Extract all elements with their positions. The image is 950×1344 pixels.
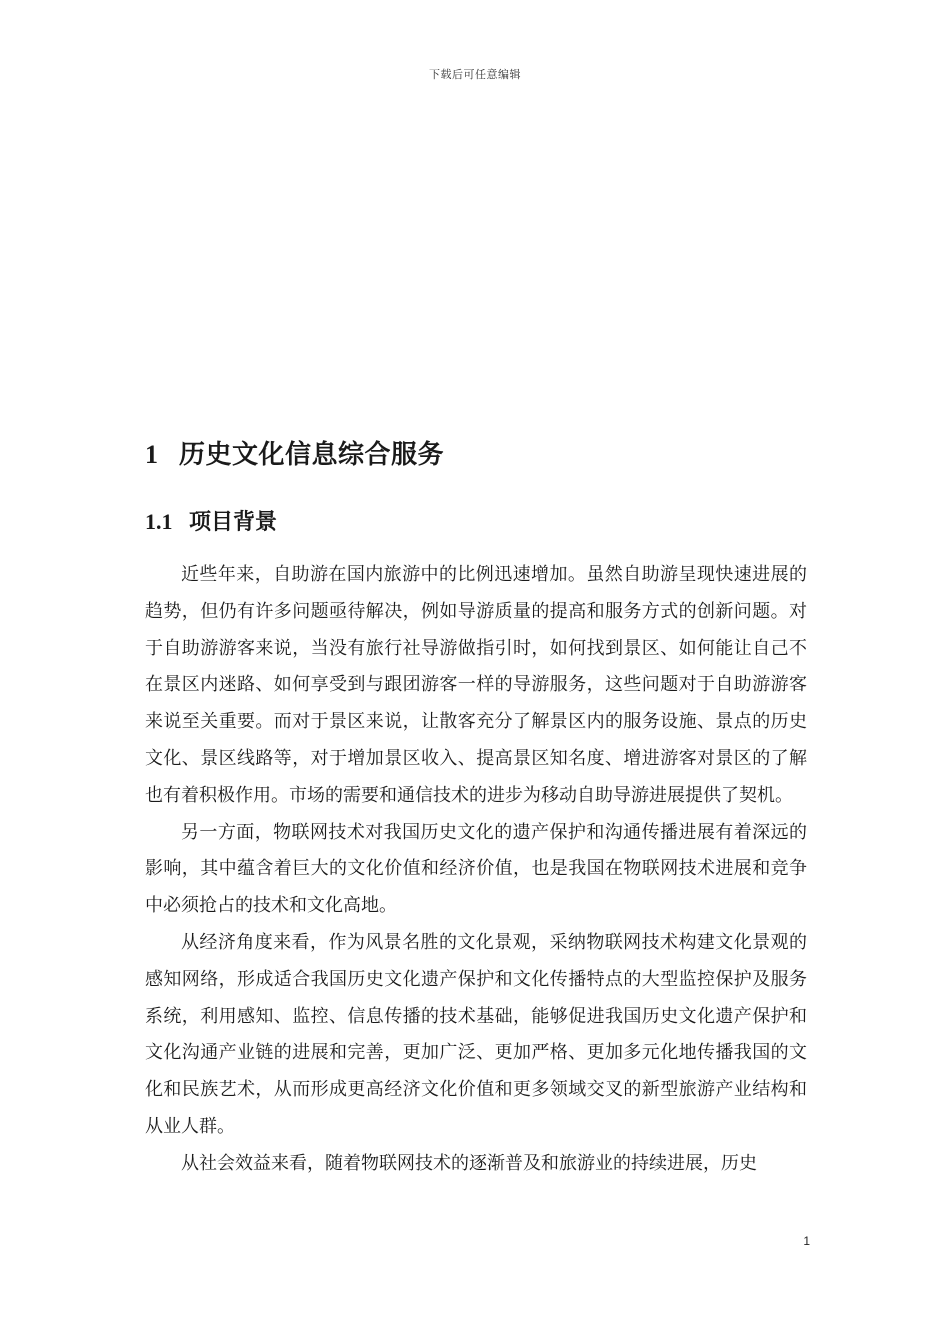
chapter-title: 历史文化信息综合服务 [179,440,445,470]
paragraph-4: 从社会效益来看，随着物联网技术的逐渐普及和旅游业的持续进展，历史 [181,1152,757,1174]
chapter-heading [145,434,444,471]
section-title: 项目背景 [189,509,278,535]
chapter-number: 1 [145,440,159,469]
page-header: 下载后可任意编辑 [429,68,521,81]
paragraph-2: 另一方面，物联网技术对我国历史文化的遗产保护和沟通传播进展有着深远的影响，其中蕴含着巨大的文化价值和经济价值，也是我国在物联网技术进展和竞争中必须抢占的技术和文化高地。 [145,821,807,917]
paragraph-3: 从经济角度来看，作为风景名胜的文化景观，采纳物联网技术构建文化景观的感知网络，形成适合我国历史文化遗产保护和文化传播特点的大型监控保护及服务系统，利用感知、监控、信息传播的技术基础，能够促进我国历史文化遗产保护和文化沟通产业链的进展和完善，更加广泛、更加严格、更加多元化地传播我国的文化和民族艺术，从而形成更高经济文化价值和更多领域交叉的新型旅游产业结构和从业人群。 [145,931,807,1137]
paragraph-1: 近些年来，自助游在国内旅游中的比例迅速增加。虽然自助游呈现快速进展的趋势，但仍有许多问题亟待解决，例如导游质量的提高和服务方式的创新问题。对于自助游游客来说，当没有旅行社导游做指引时，如何找到景区、如何能让自己不在景区内迷路、如何享受到与跟团游客一样的导游服务，这些问题对于自助游游客来说至关重要。而对于景区来说，让散客充分了解景区内的服务设施、景点的历史文化、景区线路等，对于增加景区收入、提高景区知名度、增进游客对景区的了解也有着积极作用。市场的需要和通信技术的进步为移动自助导游进展提供了契机。 [145,564,807,806]
page-number: 1 [803,1234,810,1248]
section-body [145,557,807,1183]
section-number: 1.1 [145,509,173,534]
section-heading [145,505,277,536]
